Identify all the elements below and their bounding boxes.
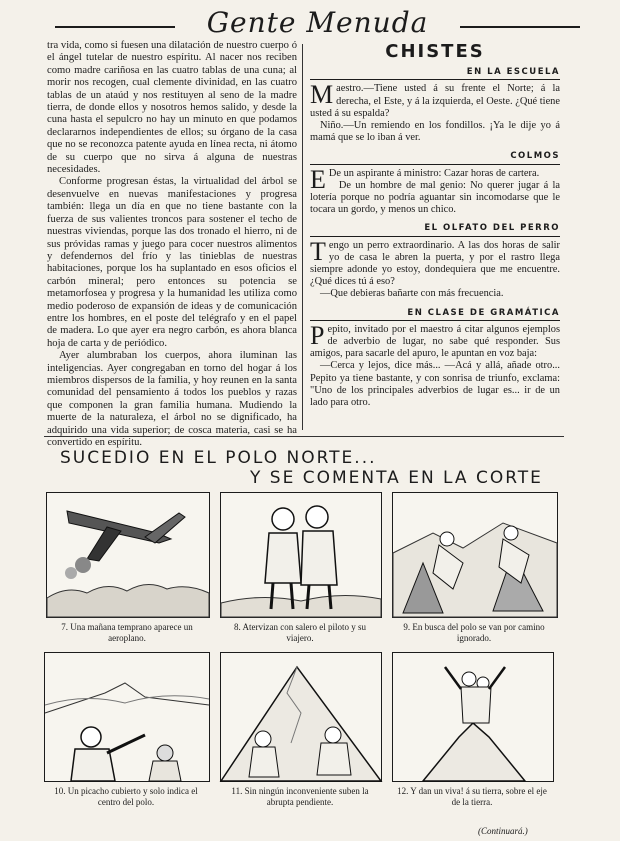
comic-panel-11 xyxy=(220,652,382,782)
summit-illustration xyxy=(393,653,553,781)
article-paragraph: tra vida, como si fuesen una dilatación de nuestro cuerpo ó el ángel tutelar de nuestro espíritu. Al nacer nos reciben como madre cariñosa en las cuatro tablas de una cuna; al morir nos recogen, cual clemente divinidad, en las cuatro tablas de un ataúd y nos restituyen al seno de la madre tierra, de donde ellos y nosotros hemos salido, y desde la cuna hasta el sepulcro no hay un minuto en que podamos declararnos independientes de ellos; su órgano de la casa que no se reconozca patente ayuda en línea recta, ni átomo de su cuerpo que no sirva á alguna de nuestras necesidades. xyxy=(47,40,297,176)
comic-caption-9 xyxy=(392,622,556,643)
explorers-illustration xyxy=(221,493,381,617)
comic-caption-11 xyxy=(220,786,380,807)
joke-heading: EL OLFATO DEL PERRO xyxy=(310,222,560,236)
joke-text-2: —Que debieras bañarte con más frecuencia. xyxy=(320,288,504,300)
joke-lead: aestro. xyxy=(336,83,364,95)
comic-caption-8 xyxy=(220,622,380,643)
joke-body: engo un perro extraordinario. A las dos horas de salir yo de casa le abren la puerta, y por el rastro llega siempre adonde yo estoy, dondequiera que me encuentre. ¿Qué dices tú á eso? xyxy=(310,239,560,288)
masthead-title: Gente Menuda xyxy=(206,6,429,39)
caption-number: 9. xyxy=(403,622,411,632)
section-rule xyxy=(44,436,564,437)
drop-cap: M xyxy=(310,80,334,110)
column-divider xyxy=(302,44,303,430)
comic-panel-10 xyxy=(44,652,210,782)
article-paragraph: Conforme progresan éstas, la virtualidad del árbol se desenvuelve en nuevas manifestaciones y progresa también: llega un día en que no tiene bastante con la fuerza de sus valientes troncos para sostener el techo de nuestras viviendas, porque las dos tronado el hierro, ni de sus próvidas ramas y juego para cocer nuestros alimentos y defendernos del frío y las tinieblas de nuestras habitaciones, porque los ha suplantado en esos oficios el carbón mineral; pero entonces su potencia se metamorfosea y progresa y la humanidad les utiliza como medio poderoso de expansión de ideas y de comunicación entre los hombres, en el poste del telégrafo y en el papel de madera. Lo que ayer era negro carbón, es ahora blanca hoja de carta y de periódico. xyxy=(47,176,297,349)
joke-heading: EN LA ESCUELA xyxy=(310,66,560,80)
climbing-illustration xyxy=(221,653,381,781)
caption-number: 8. xyxy=(234,622,241,632)
joke-text xyxy=(310,80,560,120)
drop-cap: T xyxy=(310,236,326,266)
joke-body: —Tiene usted á su frente el Norte; á la derecha, el Este, y á la izquierda, el Oeste. ¿Qué tiene usted á su espalda? xyxy=(310,83,560,119)
caption-number: 10. xyxy=(54,786,66,796)
comic-panel-7 xyxy=(46,492,210,618)
caption-text: En busca del polo se van por camino ignorado. xyxy=(412,622,545,643)
caption-number: 11. xyxy=(231,786,243,796)
caption-number: 7. xyxy=(61,622,69,632)
comic-panel-9 xyxy=(392,492,558,618)
joke-text-2: De un hombre de mal genio: No querer jugar á la lotería porque no podría aguantar sin incomodarse que le tocara un gordo, y menos un chico. xyxy=(310,179,560,216)
pointing-explorer-illustration xyxy=(45,653,209,781)
comic-caption-10 xyxy=(44,786,208,807)
joke-text xyxy=(310,164,560,194)
comic-panel-12 xyxy=(392,652,554,782)
joke-text xyxy=(310,320,560,361)
left-column-article xyxy=(47,40,297,448)
article-paragraph: Ayer alumbraban los cuerpos, ahora iluminan las inteligencias. Ayer congregaban en torno del hogar á los miembros dispersos de la familia, y hoy reunen en la santa comunidad del pensamiento á todos los pueblos y razas que componen la gran familia humana. Mudiendo la muerte de la naturaleza, el árbol no se dignificado, ha adquirido una vida superior; de cosca materia, casi se ha convertido en espíritu. xyxy=(47,350,297,448)
jokes-title: CHISTES xyxy=(385,41,485,62)
comic-caption-7 xyxy=(46,622,208,643)
right-column-jokes xyxy=(310,41,560,430)
drop-cap: P xyxy=(310,320,325,350)
caption-text: Sin ningún inconveniente suben la abrupta pendiente. xyxy=(244,786,369,807)
aeroplane-illustration xyxy=(47,493,209,617)
masthead xyxy=(55,6,580,42)
caption-text: Una mañana temprano aparece un aeroplano. xyxy=(70,622,193,643)
comic-caption-12 xyxy=(392,786,552,807)
caption-text: Atervizan con salero el piloto y su viajero. xyxy=(242,622,366,643)
caption-text: Un picacho cubierto y solo indica el centro del polo. xyxy=(67,786,198,807)
joke-text xyxy=(310,236,560,289)
joke-body: epito, invitado por el maestro á citar algunos ejemplos de adverbio de lugar, no sabe qué responder. Sus amigos, para sacarle del apuro, le apuntan en voz baja: xyxy=(310,323,560,360)
joke-body: De un aspirante á ministro: Cazar horas de cartera. xyxy=(328,167,540,179)
continuation-note: (Continuará.) xyxy=(478,826,528,836)
ice-crossing-illustration xyxy=(393,493,557,617)
joke-text-2: —Cerca y lejos, dice más... —Acá y allá, añade otro... Pepito ya tiene bastante, y con sonrisa de triunfo, exclama: "Uno de los principales adverbios de lugar es... ir de un lado para otro. xyxy=(310,360,560,409)
joke-text-2: Niño.—Un remiendo en los fondillos. ¡Ya le dije yo á mamá que se lo iban á ver. xyxy=(310,120,560,144)
caption-number: 12. xyxy=(397,786,409,796)
drop-cap: E xyxy=(310,164,326,194)
joke-heading: COLMOS xyxy=(310,150,560,164)
joke-heading: EN CLASE DE GRAMÁTICA xyxy=(310,307,560,321)
comic-headline-line2: Y SE COMENTA EN LA CORTE xyxy=(250,468,543,488)
caption-text: Y dan un viva! á su tierra, sobre el eje de la tierra. xyxy=(410,786,547,807)
comic-panel-8 xyxy=(220,492,382,618)
comic-headline-line1: SUCEDIO EN EL POLO NORTE... xyxy=(60,448,377,468)
